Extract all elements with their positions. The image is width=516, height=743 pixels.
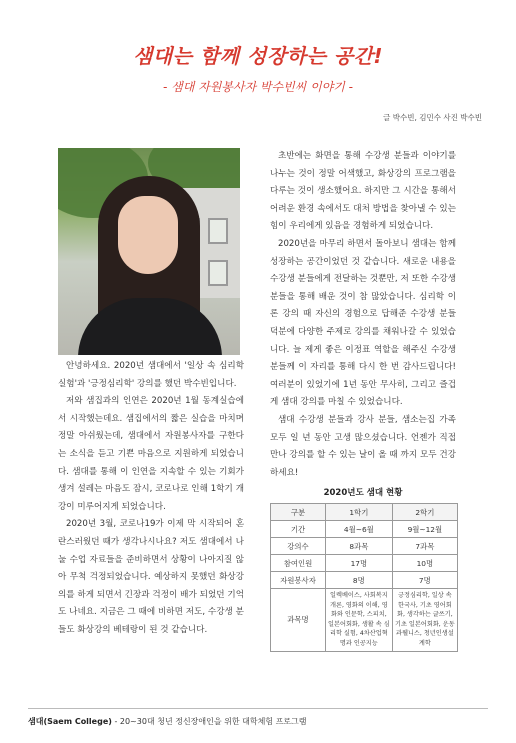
table-cell: 긍정심리학, 일상 속 한국사, 기초 영어회화, 생각하는 글쓰기, 기초 일본어회화, 운동과웰니스, 청년인생설계학 (392, 589, 457, 652)
byline: 글 박수빈, 김민수 사진 박수빈 (383, 113, 482, 122)
table-row (271, 538, 458, 555)
table-cell: 8과목 (326, 538, 393, 555)
footer-text: - 20~30대 청년 정신장애인을 위한 대학체험 프로그램 (111, 717, 307, 726)
table-header-cell: 구분 (271, 504, 326, 521)
table-cell: 기간 (271, 521, 326, 538)
table-cell: 7명 (392, 572, 457, 589)
table-row (271, 589, 458, 652)
paragraph: 안녕하세요. 2020년 샘대에서 '일상 속 심리학 실험'과 '긍정심리학' 강의를 했던 박수빈입니다. (58, 361, 244, 389)
table-row (271, 572, 458, 589)
table-cell: 자원봉사자 (271, 572, 326, 589)
portrait-photo (58, 148, 240, 355)
paragraph: 초반에는 화면을 통해 수강생 분들과 이야기를 나누는 것이 정말 어색했고, 화상강의 프로그램을 다루는 것이 생소했어요. 하지만 그 시간을 통해서 어려운 환경 속에서도 대처 방법을 찾아낼 수 있는 힘이 우리에게 있음을 경험하게 되었습니다. (270, 151, 456, 232)
table-row (271, 555, 458, 572)
table-cell: 10명 (392, 555, 457, 572)
table-row (271, 521, 458, 538)
status-table (270, 503, 458, 652)
page-footer (28, 716, 307, 727)
article-subtitle: - 샘대 자원봉사자 박수빈씨 이야기 - (162, 80, 354, 94)
table-cell: 강의수 (271, 538, 326, 555)
table-header-row (271, 504, 458, 521)
table-cell: 17명 (326, 555, 393, 572)
table-cell: 과목명 (271, 589, 326, 652)
table-header-cell: 2학기 (392, 504, 457, 521)
article-title: 샘대는 함께 성장하는 공간! (132, 44, 384, 68)
left-text-column (58, 358, 244, 640)
paragraph: 2020년 3월, 코로나19가 이제 막 시작되어 혼란스러웠던 때가 생각나시나요? 저도 샘대에서 나눌 수업 자료들을 준비하면서 상황이 나아지질 않아 무척 걱정되었습니다. 예상하지 못했던 화상강의를 하게 되면서 긴장과 걱정이 배가 되었던 기억도 나네요. 지금은 그 때에 비하면 저도, 수강생 분들도 화상강의 베테랑이 된 것 같습니다. (58, 519, 244, 635)
table-cell: 4월~6월 (326, 521, 393, 538)
footer-divider (28, 708, 488, 709)
table-cell: 9월~12월 (392, 521, 457, 538)
table-title: 2020년도 샘대 현황 (323, 488, 403, 498)
table-header-cell: 1학기 (326, 504, 393, 521)
footer-brand: 샘대(Saem College) (28, 717, 112, 726)
table-cell: 7과목 (392, 538, 457, 555)
table-cell: 참여인원 (271, 555, 326, 572)
table-cell: 일렉베이스, 사회복지개론, 영화의 이해, 영화와 인문학, 스피치, 일본어회화, 생활 속 심리학 실험, 4차산업혁명과 인공지능 (326, 589, 393, 652)
table-cell: 8명 (326, 572, 393, 589)
paragraph: 저와 샘집과의 인연은 2020년 1월 동계실습에서 시작했는데요. 샘집에서의 짧은 실습을 마치며 정말 아쉬웠는데, 샘대에서 자원봉사자를 구한다는 소식을 듣고 기쁜 마음으로 지원하게 되었습니다. 샘대를 통해 이 인연을 지속할 수 있는 기회가 생겨 설레는 마음도 잠시, 코로나로 인해 1학기 개강이 미루어지게 되었습니다. (58, 396, 244, 512)
paragraph: 샘대 수강생 분들과 강사 분들, 샘소는집 가족 모두 일 년 동안 고생 많으셨습니다. 언젠가 직접 만나 강의를 할 수 있는 날이 올 때 까지 모두 건강하세요! (270, 414, 456, 478)
right-text-column (270, 148, 456, 482)
paragraph: 2020년을 마무리 하면서 돌아보니 샘대는 함께 성장하는 공간이었던 것 같습니다. 새로운 내용을 수강생 분들에게 전달하는 것뿐만, 저 또한 수강생 분들을 통해 배운 것이 참 많았습니다. 심리학 이론 강의 때 자신의 경험으로 답해준 수강생 분들 덕분에 다양한 주제로 강의를 채워나갈 수 있었습니다. 늘 제게 좋은 이정표 역할을 해주신 수강생 분들께 이 자리를 통해 다시 한 번 감사드립니다! 여러분이 있었기에 1년 동안 무사히, 그리고 즐겁게 샘대 강의를 마칠 수 있었습니다. (270, 238, 456, 408)
